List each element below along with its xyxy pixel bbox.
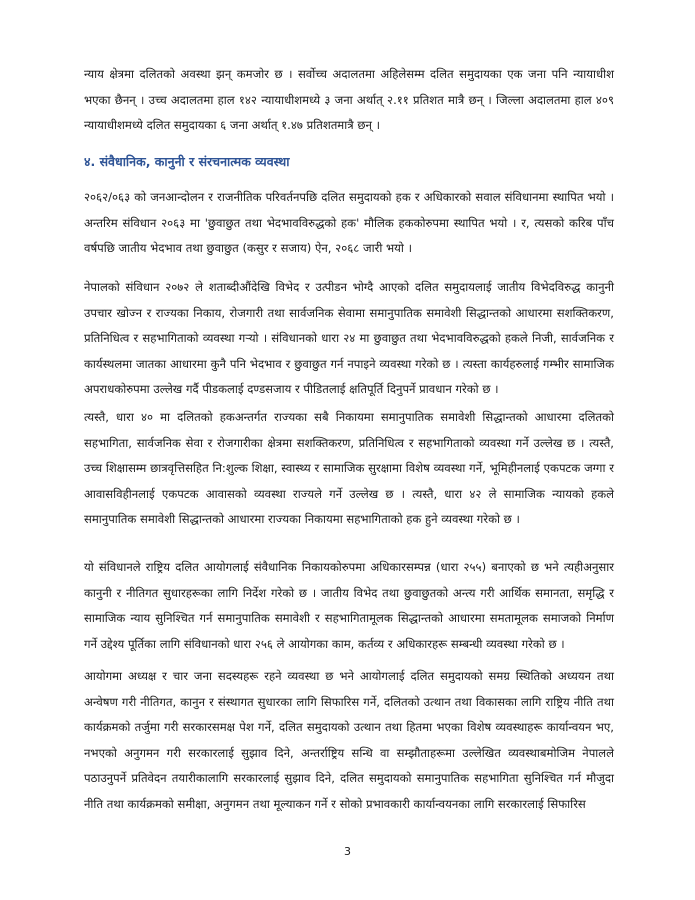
paragraph-constitution-history: २०६२/०६३ को जनआन्दोलन र राजनीतिक परिवर्तनपछि दलित समुदायको हक र अधिकारको सवाल संविधानमा स्थापित भयो । अन्तरिम संविधान २०६३ मा 'छुवाछुत तथा भेदभावविरुद्धको हक' मौलिक हककोरुपमा स्थापित भयो । र, त्यसको करिब पाँच वर्षपछि जातीय भेदभाव तथा छुवाछुत (कसुर र सजाय) ऐन, २०६८ जारी भयो । — [84, 190, 614, 255]
paragraph-judiciary: न्याय क्षेत्रमा दलितको अवस्था झन् कमजोर छ । सर्वोच्च अदालतमा अहिलेसम्म दलित समुदायका एक जना पनि न्यायाधीश भएका छैनन् । उच्च अदालतमा हाल १४२ न्यायाधीशमध्ये ३ जना अर्थात् २.११ प्रतिशत मात्रै छन् । जिल्ला अदालतमा हाल ४०९ न्यायाधीशमध्ये दलित समुदायका ६ जना अर्थात् १.४७ प्रतिशतमात्रै छन् । — [84, 67, 614, 132]
page-number: 3 — [344, 845, 351, 858]
section-heading: ४. संवैधानिक, कानुनी र संरचनात्मक व्यवस्था — [84, 154, 290, 169]
paragraph-commission-duties: आयोगमा अध्यक्ष र चार जना सदस्यहरू रहने व्यवस्था छ भने आयोगलाई दलित समुदायको समग्र स्थितिको अध्ययन तथा अन्वेषण गरी नीतिगत, कानुन र संस्थागत सुधारका लागि सिफारिस गर्ने, दलितको उत्थान तथा विकासका लागि राष्ट्रिय नीति तथा कार्यक्रमको तर्जुमा गरी सरकारसमक्ष पेश गर्ने, दलित समुदायको उत्थान तथा हितमा भएका विशेष व्यवस्थाहरू कार्यान्वयन भए, नभएको अनुगमन गरी सरकारलाई सुझाव दिने, अन्तर्राष्ट्रिय सन्धि वा सम्झौताहरूमा उल्लेखित व्यवस्थाबमोजिम नेपालले पठाउनुपर्ने प्रतिवेदन तयारीकालागि सरकारलाई सुझाव दिने, दलित समुदायको समानुपातिक सहभागिता सुनिश्चित गर्न मौजुदा नीति तथा कार्यक्रमको समीक्षा, अनुगमन तथा मूल्याकन गर्ने र सोको प्रभावकारी कार्यान्वयनका लागि सरकारलाई सिफारिस — [84, 669, 614, 811]
paragraph-dalit-commission: यो संविधानले राष्ट्रिय दलित आयोगलाई संवैधानिक निकायकोरुपमा अधिकारसम्पन्न (धारा २५५) बनाएको छ भने त्यहीअनुसार कानुनी र नीतिगत सुधारहरूका लागि निर्देश गरेको छ । जातीय विभेद तथा छुवाछुतको अन्त्य गरी आर्थिक समानता, समृद्धि र सामाजिक न्याय सुनिश्चित गर्न समानुपातिक समावेशी र सहभागितामूलक सिद्धान्तको आधारमा समतामूलक समाजको निर्माण गर्ने उद्देश्य पूर्तिका लागि संविधानको धारा २५६ ले आयोगका काम, कर्तव्य र अधिकारहरू सम्बन्धी व्यवस्था गरेको छ । — [84, 560, 614, 651]
paragraph-article-40: त्यस्तै, धारा ४० मा दलितको हकअन्तर्गत राज्यका सबै निकायमा समानुपातिक समावेशी सिद्धान्तको आधारमा दलितको सहभागिता, सार्वजनिक सेवा र रोजगारीका क्षेत्रमा सशक्तिकरण, प्रतिनिधित्व र सहभागिताको व्यवस्था गर्ने उल्लेख छ । त्यस्तै, उच्च शिक्षासम्म छात्रवृत्तिसहित नि:शुल्क शिक्षा, स्वास्थ्य र सामाजिक सुरक्षामा विशेष व्यवस्था गर्ने, भूमिहीनलाई एकपटक जग्गा र आवासविहीनलाई एकपटक आवासको व्यवस्था राज्यले गर्ने उल्लेख छ । त्यस्तै, धारा ४२ ले सामाजिक न्यायको हकले समानुपातिक समावेशी सिद्धान्तको आधारमा राज्यका निकायमा सहभागिताको हक हुने व्यवस्था गरेको छ । — [84, 410, 614, 526]
paragraph-constitution-2072: नेपालको संविधान २०७२ ले शताब्दीऔंदेखि विभेद र उत्पीडन भोग्दै आएको दलित समुदायलाई जातीय विभेदविरुद्ध कानुनी उपचार खोज्न र राज्यका निकाय, रोजगारी तथा सार्वजनिक सेवामा समानुपातिक समावेशी सिद्धान्तको आधारमा सशक्तिकरण, प्रतिनिधित्व र सहभागिताको व्यवस्था गर्‍यो । संविधानको धारा २४ मा छुवाछुत तथा भेदभावविरुद्धको हकले निजी, सार्वजनिक र कार्यस्थलमा जातका आधारमा कुनै पनि भेदभाव र छुवाछुत गर्न नपाइने व्यवस्था गरेको छ । त्यस्ता कार्यहरुलाई गम्भीर सामाजिक अपराधकोरुपमा उल्लेख गर्दै पीडकलाई दण्डसजाय र पीडितलाई क्षतिपूर्ति दिनुपर्ने प्रावधान गरेको छ । — [84, 280, 614, 396]
